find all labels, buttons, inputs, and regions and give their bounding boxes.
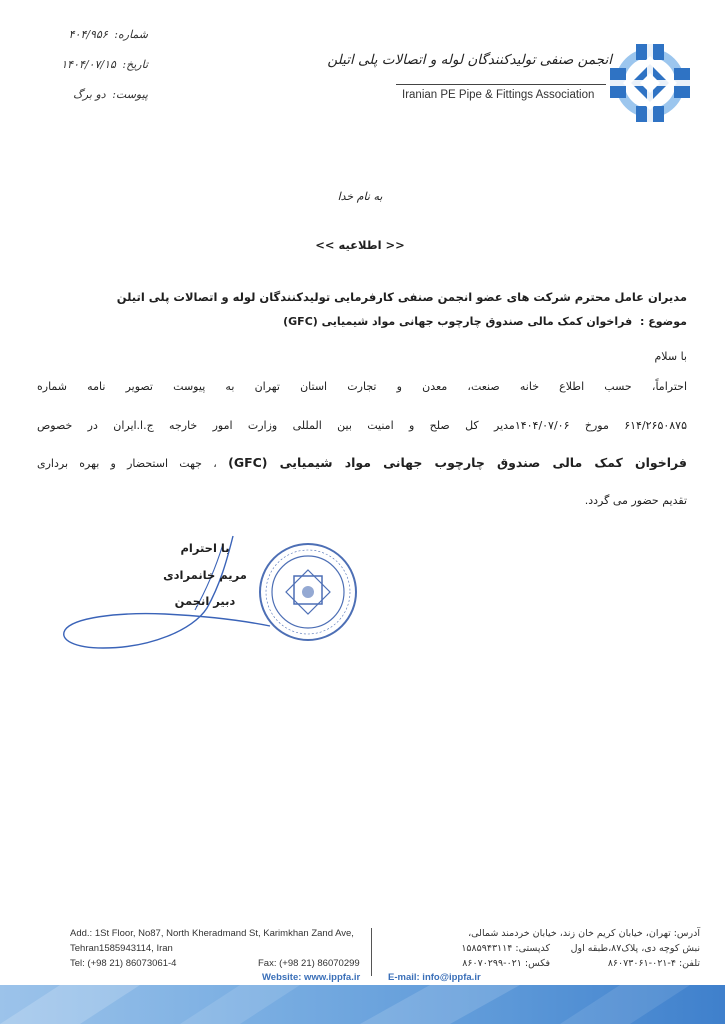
letter-date <box>28 58 148 71</box>
body-line-4: تقدیم حضور می گردد. <box>584 494 687 507</box>
footer-fax-fa: فکس: ۰۲۱-۸۶۰۷۰۲۹۹ <box>462 958 550 969</box>
footer-divider <box>371 928 372 976</box>
body-line-3 <box>37 455 687 470</box>
notice-title: << اطلاعیه >> <box>315 238 405 252</box>
bismillah: به نام خدا <box>337 190 383 203</box>
letter-attachment-value: دو برگ <box>73 88 106 101</box>
org-name-fa: انجمن صنفی تولیدکنندگان لوله و اتصالات پلی اتیلن <box>327 52 612 68</box>
letter-number-label: شماره: <box>114 28 148 41</box>
org-divider <box>396 84 606 85</box>
body-line-1: احتراماً، حسب اطلاع خانه صنعت، معدن و تجارت استان تهران به پیوست تصویر نامه شماره <box>37 380 687 393</box>
footer-postal-fa: کدپستی: ۱۵۸۵۹۴۳۱۱۴ <box>461 943 550 954</box>
footer-email-link[interactable]: E-mail: info@ippfa.ir <box>388 972 481 983</box>
org-name-en: Iranian PE Pipe & Fittings Association <box>402 89 595 101</box>
letter-date-value: ۱۴۰۴/۰۷/۱۵ <box>61 58 116 71</box>
signer-name: مریم خانمرادی <box>163 568 247 582</box>
body-line-2: ۶۱۴/۲۶۵۰۸۷۵ مورخ ۱۴۰۴/۰۷/۰۶مدیر کل صلح و امنیت بین المللی وزارت امور خارجه ج.ا.ایران در خصوص <box>37 419 687 432</box>
letter-date-label: تاریخ: <box>122 58 148 71</box>
subject-label: موضوع : <box>640 315 687 328</box>
subject-text: فراخوان کمک مالی صندوق چارچوب جهانی مواد شیمیایی (GFC) <box>283 315 633 328</box>
body-line-3-rest: ، جهت استحضار و بهره برداری <box>37 457 217 470</box>
greeting: با سلام <box>654 350 687 363</box>
footer-band-pattern <box>0 985 725 1024</box>
footer-address-fa-1: آدرس: تهران، خیابان کریم خان زند، خیابان خردمند شمالی، <box>468 928 700 939</box>
footer-tel-en: Tel: (+98 21) 86073061-4 <box>70 958 177 969</box>
signer-title: دبیر انجمن <box>174 594 236 608</box>
letter-number <box>28 28 148 41</box>
body-line-3-bold: فراخوان کمک مالی صندوق چارچوب جهانی مواد شیمیایی (GFC) <box>228 455 687 470</box>
letter-attachment-label: پیوست: <box>112 88 148 101</box>
footer-fax-en: Fax: (+98 21) 86070299 <box>258 958 360 969</box>
letter-number-value: ۴۰۴/۹۵۶ <box>68 28 108 41</box>
letter-attachment <box>28 88 148 101</box>
subject-line <box>47 315 687 328</box>
footer-address-fa-2: نبش کوچه دی، پلاک۸۷،طبقه اول <box>570 943 700 954</box>
footer-website-link[interactable]: Website: www.ippfa.ir <box>262 972 361 983</box>
footer-address-en-2: Tehran1585943114, Iran <box>70 943 173 954</box>
footer-tel-fa: تلفن: ۴-۰۲۱-۸۶۰۷۳۰۶۱ <box>607 958 700 969</box>
recipients-line: مدیران عامل محترم شرکت های عضو انجمن صنفی کارفرمایی تولیدکنندگان لوله و اتصالات پلی اتیلن <box>116 290 687 304</box>
association-logo-icon <box>606 40 694 126</box>
closing-phrase: با احترام <box>180 541 230 555</box>
footer-address-en-1: Add.: 1St Floor, No87, North Kheradmand St, Karimkhan Zand Ave, <box>70 928 354 939</box>
